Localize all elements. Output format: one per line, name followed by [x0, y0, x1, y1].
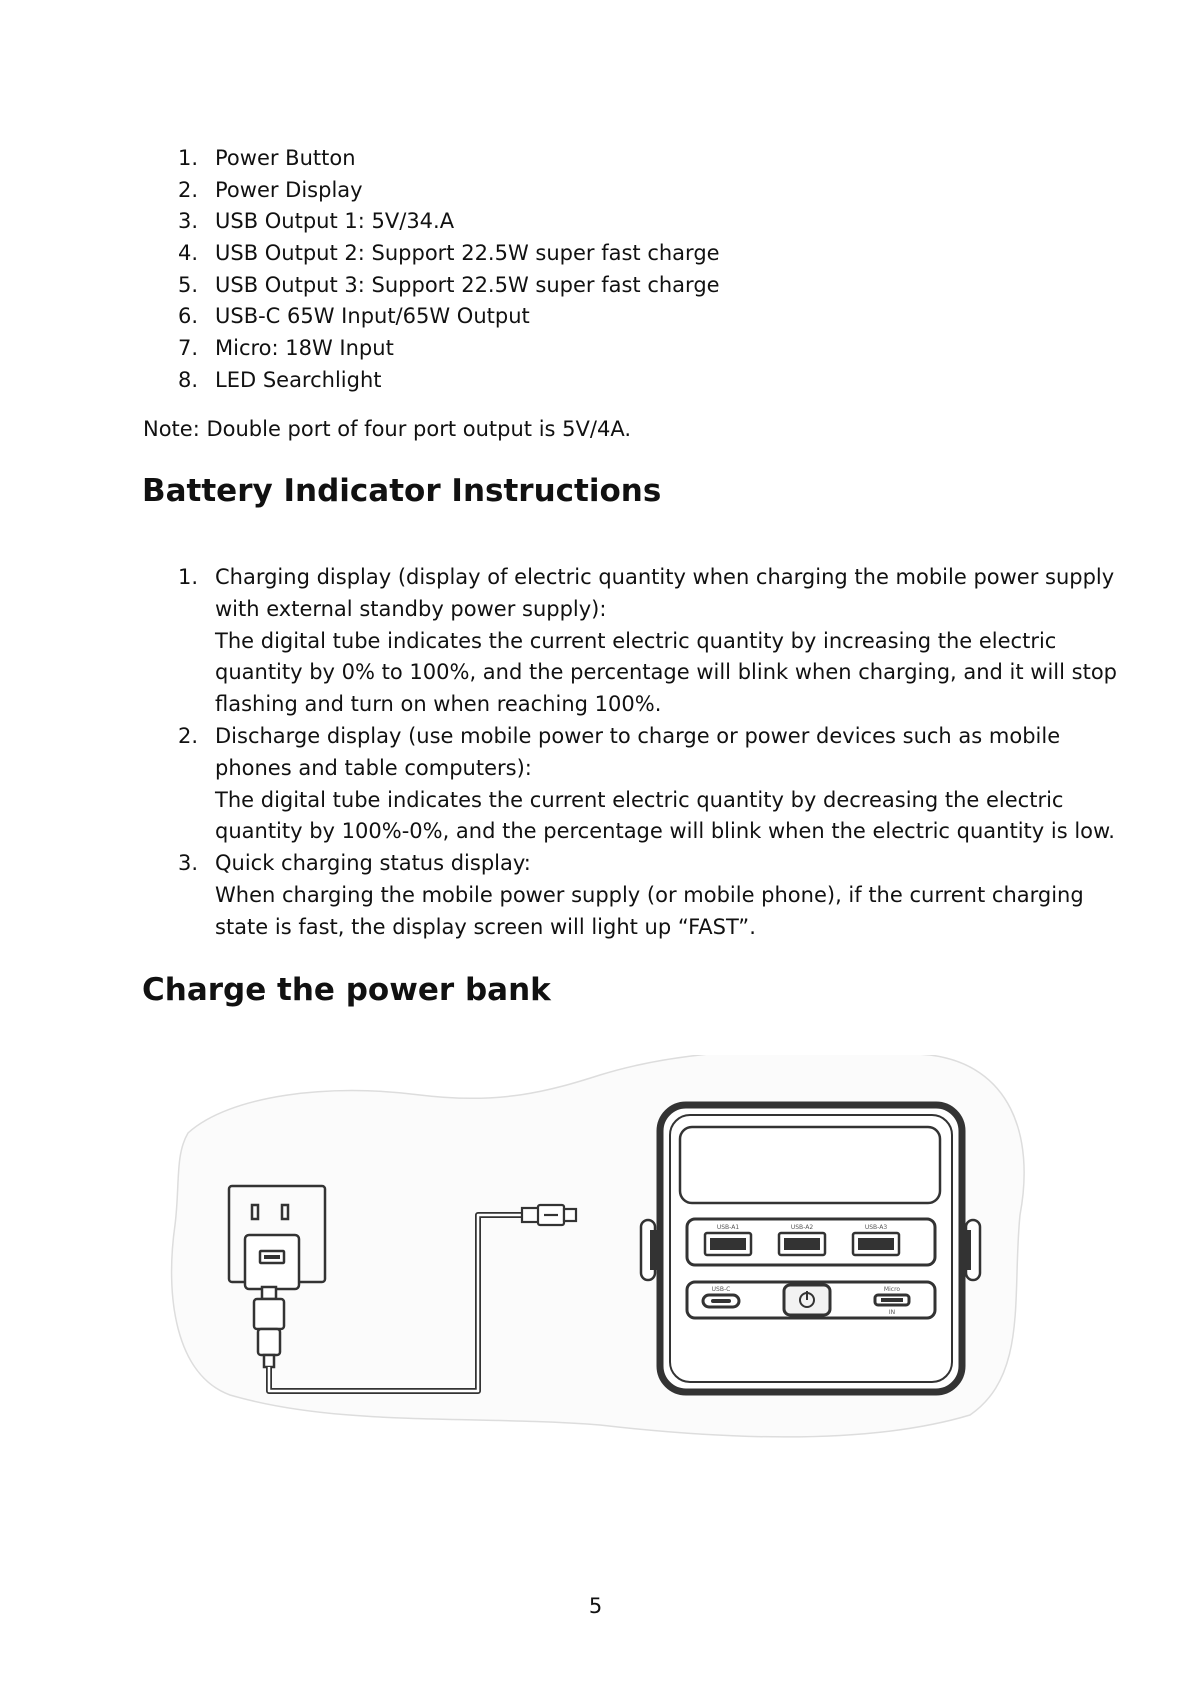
instruction-line: Charging display (display of electric quantity when charging the mobile power supply: [215, 565, 1115, 589]
instruction-item: [178, 848, 1084, 943]
feature-item: [178, 270, 978, 302]
instruction-number: 2.: [178, 723, 199, 748]
instruction-item: [178, 562, 1118, 721]
instruction-line: When charging the mobile power supply (or mobile phone), if the current charging: [215, 882, 1084, 907]
instruction-line: quantity by 0% to 100%, and the percentage will blink when charging, and it will stop: [215, 660, 1118, 685]
feature-item: [178, 238, 978, 270]
instruction-line: state is fast, the display screen will light up “FAST”.: [215, 914, 756, 939]
note-text: Note: Double port of four port output is 5V/4A.: [143, 417, 631, 441]
feature-text: Power Button: [215, 146, 356, 170]
instruction-line: Discharge display (use mobile power to charge or power devices such as mobile: [215, 723, 1061, 748]
feature-number: 8.: [178, 367, 199, 392]
feature-text: USB Output 3: Support 22.5W super fast charge: [215, 272, 720, 297]
usb-plug-icon: [254, 1287, 284, 1367]
feature-number: 6.: [178, 304, 199, 329]
feature-number: 7.: [178, 336, 199, 361]
feature-number: 4.: [178, 241, 199, 266]
instruction-number: 1.: [178, 565, 199, 589]
feature-text: USB Output 1: 5V/34.A: [215, 209, 455, 234]
feature-number: 3.: [178, 209, 199, 234]
usb-c-connector-icon: [522, 1205, 576, 1225]
feature-number: 5.: [178, 272, 199, 297]
instruction-line: phones and table computers):: [215, 755, 532, 780]
feature-number: 2.: [178, 177, 199, 202]
feature-list: [178, 143, 978, 397]
instruction-line: Quick charging status display:: [215, 851, 531, 876]
charge-heading: Charge the power bank: [142, 972, 551, 1008]
svg-text:USB-A3: USB-A3: [864, 1224, 888, 1231]
svg-text:Micro: Micro: [883, 1286, 901, 1293]
feature-item: [178, 175, 978, 207]
svg-text:IN: IN: [888, 1309, 896, 1316]
instruction-line: The digital tube indicates the current electric quantity by decreasing the electric: [215, 787, 1064, 812]
feature-text: Micro: 18W Input: [215, 336, 394, 361]
feature-number: 1.: [178, 146, 199, 170]
instruction-line: with external standby power supply):: [215, 596, 607, 621]
feature-item: [178, 365, 978, 397]
feature-text: USB-C 65W Input/65W Output: [215, 304, 530, 329]
feature-text: Power Display: [215, 177, 363, 202]
instruction-line: flashing and turn on when reaching 100%.: [215, 692, 662, 717]
charging-illustration: [170, 1055, 1030, 1475]
instruction-list: [178, 562, 1118, 944]
feature-item: [178, 143, 978, 175]
svg-text:USB-A1: USB-A1: [716, 1224, 740, 1231]
svg-text:USB-C: USB-C: [711, 1286, 731, 1293]
power-bank-icon: [641, 1105, 980, 1392]
instruction-line: The digital tube indicates the current electric quantity by increasing the electric: [215, 628, 1057, 653]
feature-item: [178, 301, 978, 333]
page-number: 5: [588, 1594, 603, 1618]
instruction-line: quantity by 100%-0%, and the percentage will blink when the electric quantity is low.: [215, 819, 1115, 844]
svg-text:USB-A2: USB-A2: [790, 1224, 814, 1231]
feature-item: [178, 206, 978, 238]
feature-item: [178, 333, 978, 365]
instruction-item: [178, 721, 1115, 848]
instruction-number: 3.: [178, 851, 199, 876]
battery-indicator-heading: Battery Indicator Instructions: [142, 473, 662, 509]
feature-text: USB Output 2: Support 22.5W super fast charge: [215, 241, 720, 266]
feature-text: LED Searchlight: [215, 367, 382, 392]
